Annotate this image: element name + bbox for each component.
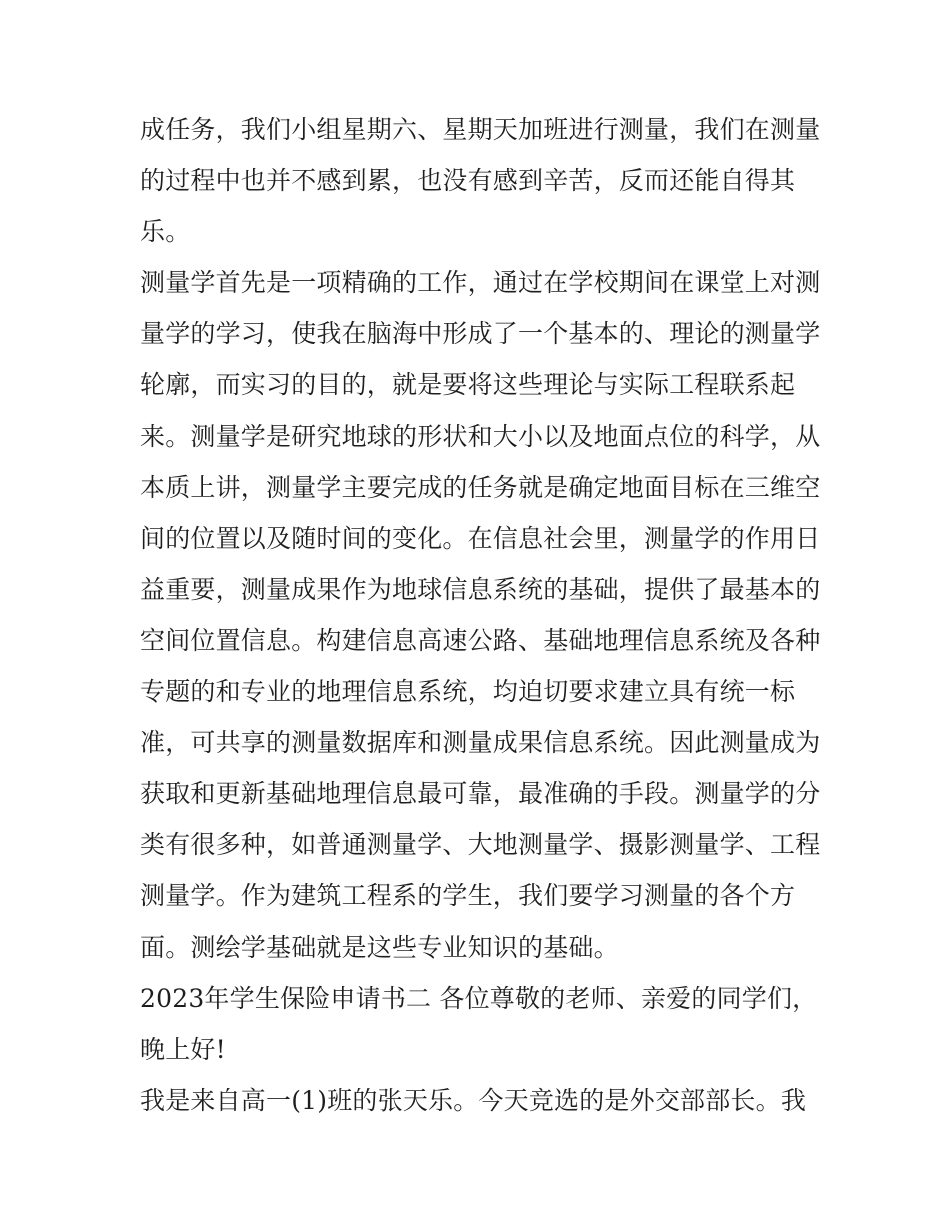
text-line: 轮廓，而实习的目的，就是要将这些理论与实际工程联系起 (140, 370, 796, 400)
text-line: 量学的学习，使我在脑海中形成了一个基本的、理论的测量学 (140, 319, 821, 349)
text-line: 本质上讲，测量学主要完成的任务就是确定地面目标在三维空 (140, 472, 821, 502)
text-line: 间的位置以及随时间的变化。在信息社会里，测量学的作用日 (140, 523, 821, 553)
text-line: 类有很多种，如普通测量学、大地测量学、摄影测量学、工程 (140, 830, 821, 860)
document-body (140, 104, 820, 1126)
text-line: 准，可共享的测量数据库和测量成果信息系统。因此测量成为 (140, 728, 821, 758)
text-line: 我是来自高一(1)班的张天乐。今天竞选的是外交部部长。我 (140, 1085, 807, 1115)
text-line: 专题的和专业的地理信息系统，均迫切要求建立具有统一标 (140, 677, 796, 707)
text-line: 益重要，测量成果作为地球信息系统的基础，提供了最基本的 (140, 574, 821, 604)
text-line: 来。测量学是研究地球的形状和大小以及地面点位的科学，从 (140, 421, 821, 451)
text-line: 面。测绘学基础就是这些专业知识的基础。 (140, 932, 619, 962)
text-line: 测量学。作为建筑工程系的学生，我们要学习测量的各个方 (140, 881, 796, 911)
text-line: 测量学首先是一项精确的工作，通过在学校期间在课堂上对测 (140, 268, 821, 298)
text-line: 的过程中也并不感到累，也没有感到辛苦，反而还能自得其 (140, 166, 796, 196)
text-line: 晚上好! (140, 1034, 226, 1064)
text-line: 空间位置信息。构建信息高速公路、基础地理信息系统及各种 (140, 625, 821, 655)
text-line: 成任务，我们小组星期六、星期天加班进行测量，我们在测量 (140, 115, 821, 144)
text-line: 2023年学生保险申请书二 各位尊敬的老师、亲爱的同学们， (140, 983, 818, 1013)
text-line: 乐。 (140, 217, 191, 247)
text-line: 获取和更新基础地理信息最可靠，最准确的手段。测量学的分 (140, 779, 821, 809)
